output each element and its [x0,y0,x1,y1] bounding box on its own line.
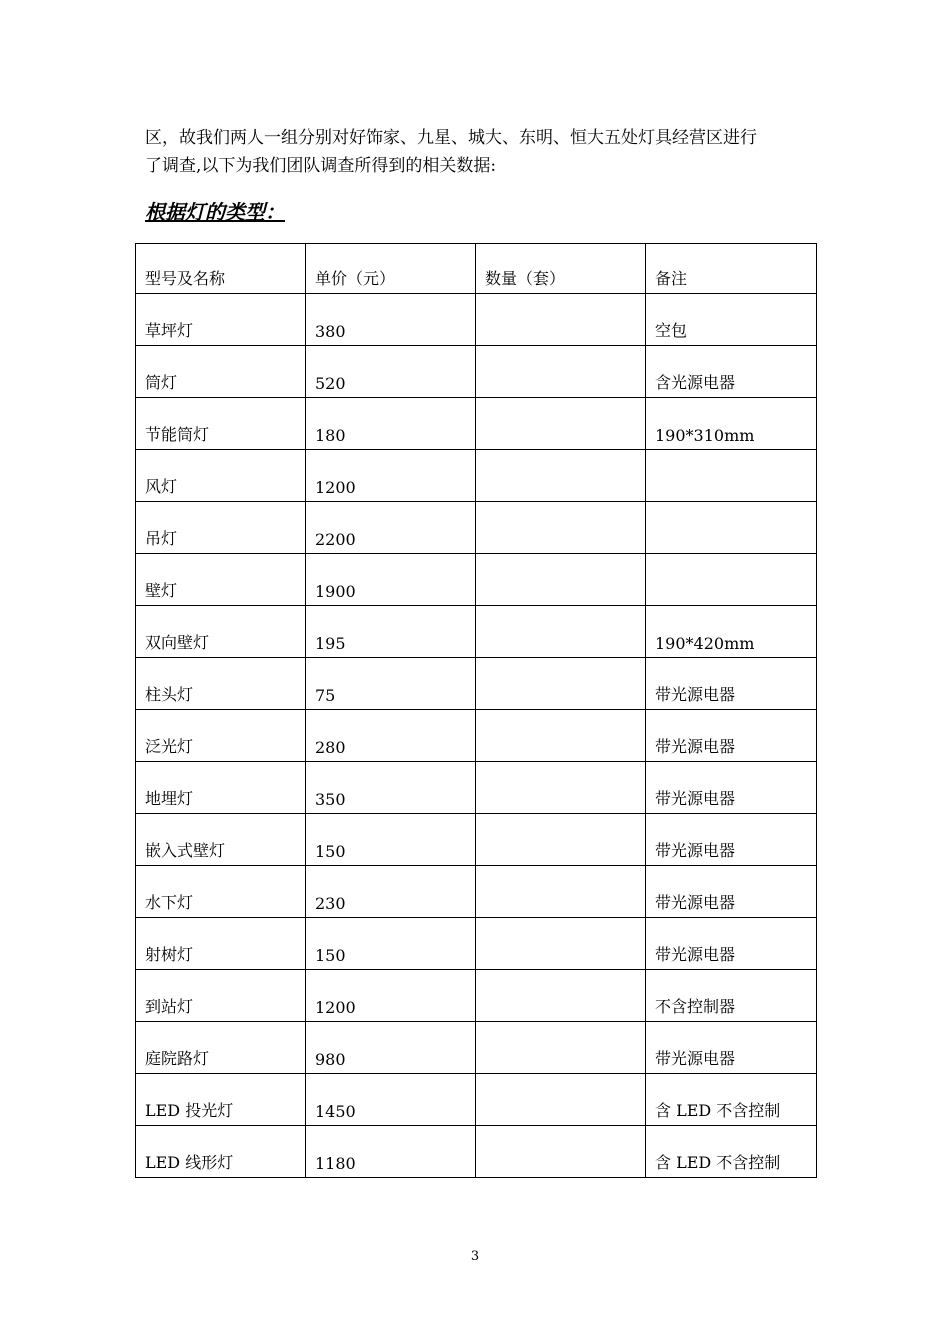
cell-quantity [476,814,646,866]
cell-name: 吊灯 [136,502,306,554]
table-row [136,554,817,606]
cell-name: 壁灯 [136,554,306,606]
header-name: 型号及名称 [136,244,306,294]
page-number: 3 [470,1249,480,1264]
cell-price: 1900 [306,554,476,606]
cell-price: 195 [306,606,476,658]
intro-line-2: 了调查,以下为我们团队调查所得到的相关数据: [145,156,497,176]
cell-quantity [476,1074,646,1126]
cell-note: 190*310mm [646,398,817,450]
cell-price: 180 [306,398,476,450]
cell-quantity [476,1126,646,1178]
cell-note: 带光源电器 [646,1022,817,1074]
cell-note: 带光源电器 [646,710,817,762]
cell-note: 空包 [646,294,817,346]
table-header-row [136,244,817,294]
cell-name: 泛光灯 [136,710,306,762]
table-row [136,710,817,762]
cell-name: 双向壁灯 [136,606,306,658]
table-row [136,1074,817,1126]
cell-name: 筒灯 [136,346,306,398]
cell-quantity [476,502,646,554]
cell-quantity [476,554,646,606]
cell-note [646,554,817,606]
table-row [136,502,817,554]
cell-name: 嵌入式壁灯 [136,814,306,866]
cell-name: 节能筒灯 [136,398,306,450]
table-row [136,398,817,450]
cell-note: 带光源电器 [646,762,817,814]
cell-quantity [476,398,646,450]
cell-quantity [476,762,646,814]
cell-note: 不含控制器 [646,970,817,1022]
table-row [136,814,817,866]
cell-name: 柱头灯 [136,658,306,710]
cell-price: 980 [306,1022,476,1074]
cell-price: 150 [306,918,476,970]
section-heading: 根据灯的类型： [145,200,285,224]
cell-note: 带光源电器 [646,918,817,970]
cell-note [646,502,817,554]
cell-name: 庭院路灯 [136,1022,306,1074]
table-row [136,918,817,970]
cell-price: 1200 [306,970,476,1022]
cell-quantity [476,710,646,762]
cell-note: 含光源电器 [646,346,817,398]
cell-price: 350 [306,762,476,814]
cell-quantity [476,918,646,970]
table-row [136,658,817,710]
cell-note: 带光源电器 [646,814,817,866]
table-row [136,1022,817,1074]
cell-quantity [476,294,646,346]
cell-quantity [476,1022,646,1074]
table-row [136,1126,817,1178]
cell-price: 2200 [306,502,476,554]
cell-quantity [476,606,646,658]
cell-price: 1200 [306,450,476,502]
header-quantity: 数量（套） [476,244,646,294]
cell-price: 230 [306,866,476,918]
table-row [136,294,817,346]
cell-note: 带光源电器 [646,866,817,918]
cell-name: LED 线形灯 [136,1126,306,1178]
table-row [136,346,817,398]
cell-name: 草坪灯 [136,294,306,346]
header-note: 备注 [646,244,817,294]
table-row [136,970,817,1022]
cell-note: 带光源电器 [646,658,817,710]
intro-line-1: 区，故我们两人一组分别对好饰家、九星、城大、东明、恒大五处灯具经营区进行 [145,128,757,148]
cell-name: LED 投光灯 [136,1074,306,1126]
intro-paragraph [145,124,825,180]
cell-quantity [476,346,646,398]
cell-note: 含 LED 不含控制 [646,1074,817,1126]
cell-price: 1180 [306,1126,476,1178]
cell-price: 380 [306,294,476,346]
cell-name: 地埋灯 [136,762,306,814]
cell-name: 水下灯 [136,866,306,918]
cell-price: 75 [306,658,476,710]
table-row [136,606,817,658]
cell-name: 射树灯 [136,918,306,970]
cell-quantity [476,450,646,502]
cell-price: 520 [306,346,476,398]
table-row [136,762,817,814]
cell-price: 1450 [306,1074,476,1126]
cell-note: 190*420mm [646,606,817,658]
cell-price: 280 [306,710,476,762]
cell-quantity [476,970,646,1022]
lamp-price-table [135,243,817,1178]
header-price: 单价（元） [306,244,476,294]
cell-price: 150 [306,814,476,866]
cell-name: 风灯 [136,450,306,502]
cell-quantity [476,658,646,710]
table-row [136,450,817,502]
cell-quantity [476,866,646,918]
cell-note [646,450,817,502]
cell-note: 含 LED 不含控制 [646,1126,817,1178]
table-row [136,866,817,918]
table-body [136,294,817,1178]
cell-name: 到站灯 [136,970,306,1022]
